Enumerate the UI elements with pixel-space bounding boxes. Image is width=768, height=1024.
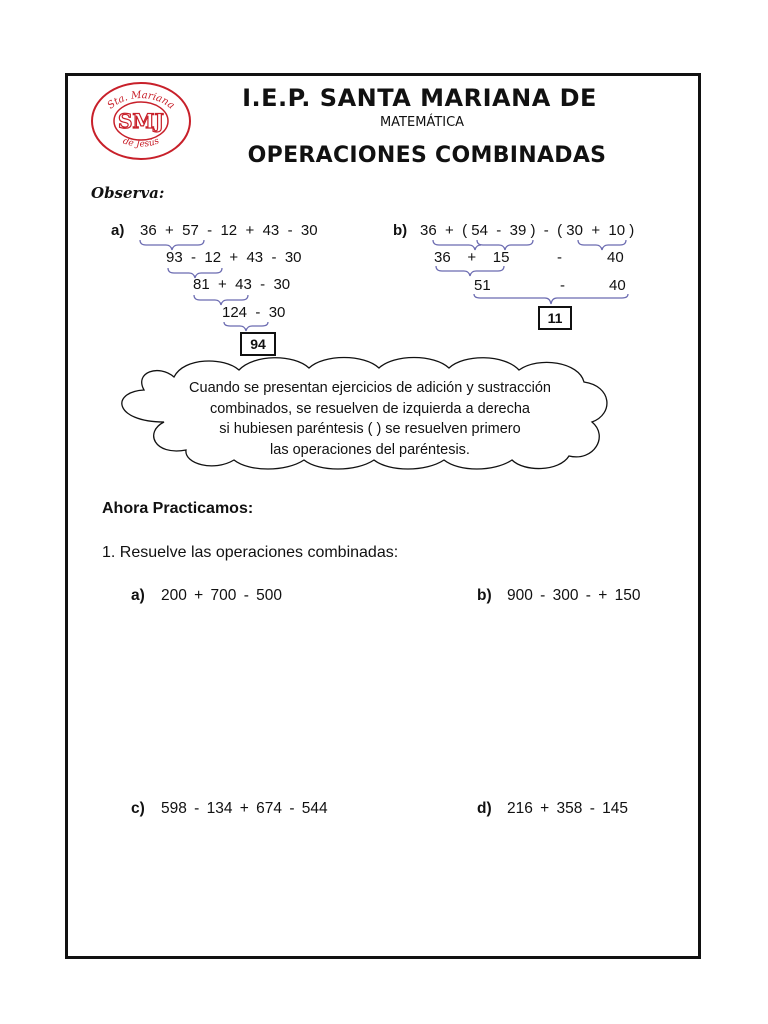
example-b-step-3-minus: - — [560, 277, 565, 294]
logo-monogram: SMJ — [117, 109, 165, 133]
topic-title: OPERACIONES COMBINADAS — [247, 143, 607, 168]
note-line: las operaciones del paréntesis. — [270, 441, 470, 458]
practice-heading: Ahora Practicamos: — [102, 500, 254, 517]
example-b-label: b) — [393, 222, 408, 239]
example-b-step-1: 36 + ( 54 - 39 ) - ( 30 + 10 ) — [420, 222, 635, 239]
example-a-step-4: 124 - 30 — [222, 304, 286, 321]
practice-instruction: 1. Resuelve las operaciones combinadas: — [102, 544, 399, 561]
problem-d-expression: 216 + 358 - 145 — [507, 800, 629, 817]
note-line: si hubiesen paréntesis ( ) se resuelven primero — [219, 421, 521, 437]
svg-text:de Jesús — [121, 136, 161, 149]
logo-text-bottom: de Jesús — [121, 136, 161, 150]
observa-label: Observa: — [91, 184, 165, 202]
example-a-label: a) — [111, 222, 125, 239]
example-a-step-2: 93 - 12 + 43 - 30 — [166, 249, 302, 266]
problem-b-expression: 900 - 300 - + 150 — [507, 587, 641, 604]
school-logo — [90, 81, 192, 161]
logo-text-top: Sta. Mariana — [105, 89, 177, 112]
example-a-result-box: 94 — [240, 332, 276, 356]
note-text — [150, 378, 590, 460]
subject-label: MATEMÁTICA — [379, 115, 465, 130]
problem-c-expression: 598 - 134 + 674 - 544 — [161, 800, 328, 817]
problem-a-expression: 200 + 700 - 500 — [161, 587, 283, 604]
example-b-result-box: 11 — [538, 306, 572, 330]
school-title: I.E.P. SANTA MARIANA DE — [242, 84, 597, 112]
note-line: combinados, se resuelven de izquierda a derecha — [209, 400, 530, 417]
example-a-step-1: 36 + 57 - 12 + 43 - 30 — [140, 222, 318, 239]
example-b-step-2-right: 40 — [607, 249, 624, 266]
note-line: Cuando se presentan ejercicios de adición y sustracción — [189, 380, 551, 396]
problem-a-label: a) — [131, 587, 145, 604]
example-b-step-3-left: 51 — [474, 277, 491, 294]
example-b-step-2-minus: - — [557, 249, 562, 266]
problem-c-label: c) — [131, 800, 145, 817]
problem-d-label: d) — [477, 800, 492, 817]
example-b-step-3-right: 40 — [609, 277, 626, 294]
example-a-step-3: 81 + 43 - 30 — [193, 276, 291, 293]
problem-b-label: b) — [477, 587, 492, 604]
example-b-step-2-left: 36 + 15 — [434, 249, 510, 266]
